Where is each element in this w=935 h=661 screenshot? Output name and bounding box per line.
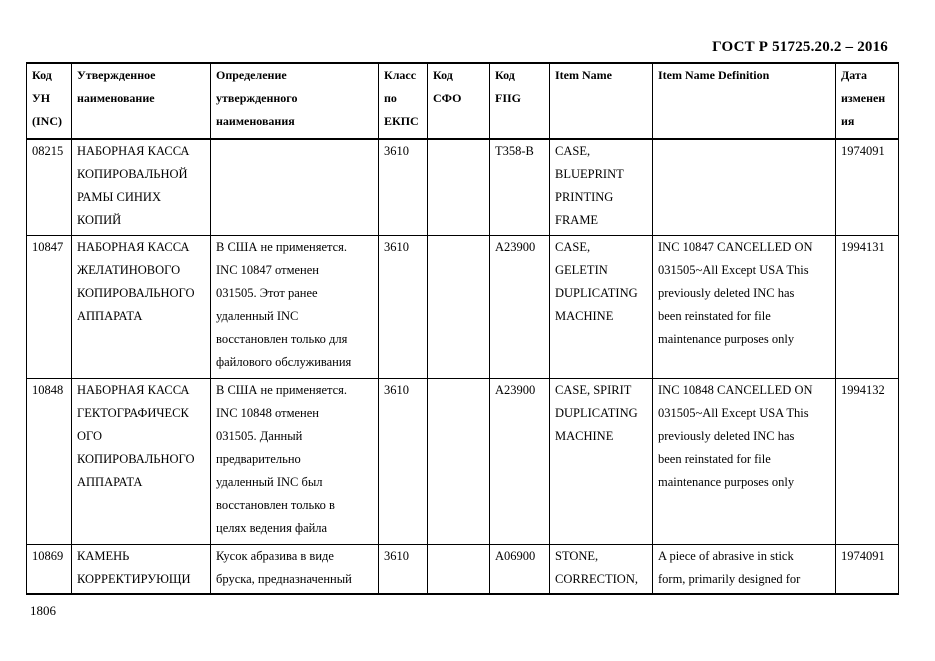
cell-sfo-code bbox=[428, 139, 490, 235]
cell-inc: 10848 bbox=[27, 378, 72, 544]
table-row bbox=[27, 544, 899, 594]
cell-ekps-class: 3610 bbox=[379, 544, 428, 594]
cell-change-date: 1994132 bbox=[836, 378, 899, 544]
col-header-name-definition: Определение утвержденного наименования bbox=[211, 63, 379, 139]
cell-change-date: 1974091 bbox=[836, 139, 899, 235]
col-header-ekps-class: Класс по ЕКПС bbox=[379, 63, 428, 139]
col-header-item-name: Item Name bbox=[550, 63, 653, 139]
cell-sfo-code bbox=[428, 544, 490, 594]
cell-item-name: CASE, BLUEPRINT PRINTING FRAME bbox=[550, 139, 653, 235]
table-row bbox=[27, 378, 899, 544]
cell-item-name-definition bbox=[653, 139, 836, 235]
cell-item-name: CASE, GELETIN DUPLICATING MACHINE bbox=[550, 235, 653, 378]
cell-item-name: STONE, CORRECTION, bbox=[550, 544, 653, 594]
cell-sfo-code bbox=[428, 235, 490, 378]
col-header-inc: Код УН (INC) bbox=[27, 63, 72, 139]
cell-inc: 08215 bbox=[27, 139, 72, 235]
cell-change-date: 1994131 bbox=[836, 235, 899, 378]
catalog-table bbox=[26, 62, 899, 595]
cell-sfo-code bbox=[428, 378, 490, 544]
cell-inc: 10869 bbox=[27, 544, 72, 594]
cell-approved-name: НАБОРНАЯ КАССА КОПИРОВАЛЬНОЙ РАМЫ СИНИХ КОПИЙ bbox=[72, 139, 211, 235]
cell-fiig-code: A23900 bbox=[490, 378, 550, 544]
cell-approved-name: НАБОРНАЯ КАССА ГЕКТОГРАФИЧЕСК ОГО КОПИРОВАЛЬНОГО АППАРАТА bbox=[72, 378, 211, 544]
col-header-sfo-code: Код СФО bbox=[428, 63, 490, 139]
cell-name-definition: В США не применяется. INC 10847 отменен 031505. Этот ранее удаленный INC восстановлен только для файлового обслуживания bbox=[211, 235, 379, 378]
cell-ekps-class: 3610 bbox=[379, 378, 428, 544]
cell-name-definition: В США не применяется. INC 10848 отменен 031505. Данный предварительно удаленный INC был восстановлен только в целях ведения файла bbox=[211, 378, 379, 544]
cell-fiig-code: A23900 bbox=[490, 235, 550, 378]
cell-name-definition: Кусок абразива в виде бруска, предназначенный bbox=[211, 544, 379, 594]
col-header-approved-name: Утвержденное наименование bbox=[72, 63, 211, 139]
standard-title: ГОСТ Р 51725.20.2 – 2016 bbox=[712, 39, 888, 55]
table-row bbox=[27, 139, 899, 235]
cell-fiig-code: T358-B bbox=[490, 139, 550, 235]
cell-change-date: 1974091 bbox=[836, 544, 899, 594]
col-header-item-name-definition: Item Name Definition bbox=[653, 63, 836, 139]
page-number: 1806 bbox=[30, 603, 56, 618]
cell-item-name-definition: A piece of abrasive in stick form, primarily designed for bbox=[653, 544, 836, 594]
cell-item-name-definition: INC 10847 CANCELLED ON 031505~All Except USA This previously deleted INC has been reinstated for file maintenance purposes only bbox=[653, 235, 836, 378]
cell-approved-name: НАБОРНАЯ КАССА ЖЕЛАТИНОВОГО КОПИРОВАЛЬНОГО АППАРАТА bbox=[72, 235, 211, 378]
cell-ekps-class: 3610 bbox=[379, 235, 428, 378]
cell-item-name-definition: INC 10848 CANCELLED ON 031505~All Except USA This previously deleted INC has been reinstated for file maintenance purposes only bbox=[653, 378, 836, 544]
table-row bbox=[27, 235, 899, 378]
cell-approved-name: КАМЕНЬ КОРРЕКТИРУЮЩИ bbox=[72, 544, 211, 594]
cell-inc: 10847 bbox=[27, 235, 72, 378]
col-header-change-date: Дата изменен ия bbox=[836, 63, 899, 139]
cell-name-definition bbox=[211, 139, 379, 235]
cell-fiig-code: A06900 bbox=[490, 544, 550, 594]
cell-item-name: CASE, SPIRIT DUPLICATING MACHINE bbox=[550, 378, 653, 544]
col-header-fiig-code: Код FIIG bbox=[490, 63, 550, 139]
cell-ekps-class: 3610 bbox=[379, 139, 428, 235]
table-header-row bbox=[27, 63, 899, 139]
